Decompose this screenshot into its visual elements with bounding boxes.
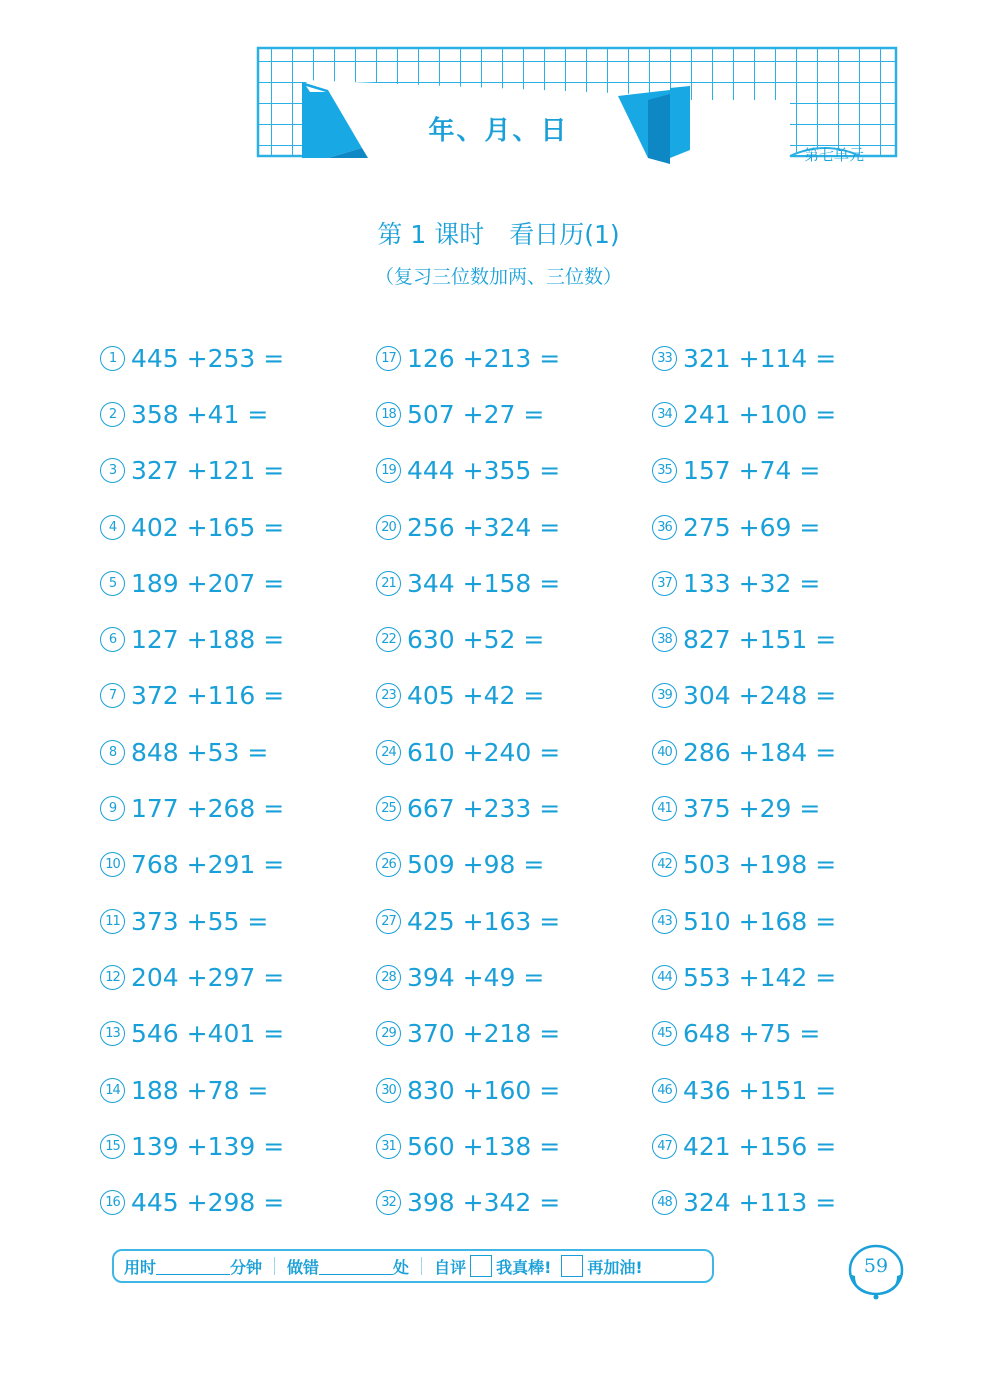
problem-item xyxy=(100,1006,376,1062)
problem-item xyxy=(652,724,928,780)
problem-expression: 398 +342 = xyxy=(407,1188,561,1218)
problem-number: 28 xyxy=(376,965,401,990)
problem-number: 14 xyxy=(100,1078,125,1103)
problem-item xyxy=(100,330,376,386)
problem-expression: 241 +100 = xyxy=(683,399,837,429)
problem-number: 3 xyxy=(100,458,125,483)
problem-item xyxy=(100,386,376,442)
problem-expression: 286 +184 = xyxy=(683,737,837,767)
problem-item xyxy=(652,330,928,386)
great-label: 我真棒! xyxy=(496,1257,552,1277)
problem-number: 21 xyxy=(376,571,401,596)
divider xyxy=(274,1257,275,1275)
problem-item xyxy=(652,443,928,499)
problem-expression: 648 +75 = xyxy=(683,1019,821,1049)
problem-number: 38 xyxy=(652,627,677,652)
keep-going-checkbox[interactable] xyxy=(561,1255,583,1277)
problem-number: 16 xyxy=(100,1190,125,1215)
problem-number: 12 xyxy=(100,965,125,990)
problem-number: 27 xyxy=(376,909,401,934)
problem-item xyxy=(652,611,928,667)
problem-item xyxy=(100,668,376,724)
problem-expression: 402 +165 = xyxy=(131,512,285,542)
problem-item xyxy=(652,668,928,724)
problem-expression: 189 +207 = xyxy=(131,568,285,598)
problem-expression: 256 +324 = xyxy=(407,512,561,542)
problem-item xyxy=(652,893,928,949)
problem-expression: 358 +41 = xyxy=(131,399,269,429)
problem-item xyxy=(376,949,652,1005)
problem-number: 48 xyxy=(652,1190,677,1215)
great-checkbox[interactable] xyxy=(470,1255,492,1277)
problem-expression: 204 +297 = xyxy=(131,962,285,992)
problem-item xyxy=(100,611,376,667)
unit-title: 年、月、日 xyxy=(428,116,569,146)
problem-number: 18 xyxy=(376,402,401,427)
problem-item xyxy=(376,555,652,611)
problem-expression: 445 +253 = xyxy=(131,343,285,373)
problem-item xyxy=(652,949,928,1005)
problem-number: 19 xyxy=(376,458,401,483)
problem-item xyxy=(100,443,376,499)
problem-number: 36 xyxy=(652,515,677,540)
page-number: 59 xyxy=(863,1255,889,1277)
problem-number: 45 xyxy=(652,1021,677,1046)
problem-expression: 425 +163 = xyxy=(407,906,561,936)
problem-number: 40 xyxy=(652,740,677,765)
problem-item xyxy=(652,837,928,893)
problem-number: 26 xyxy=(376,852,401,877)
problem-item xyxy=(376,499,652,555)
problem-item xyxy=(100,837,376,893)
problem-expression: 510 +168 = xyxy=(683,906,837,936)
problem-expression: 157 +74 = xyxy=(683,456,821,486)
problem-number: 9 xyxy=(100,796,125,821)
problem-item xyxy=(376,1118,652,1174)
errors-blank[interactable] xyxy=(319,1258,393,1275)
problem-number: 8 xyxy=(100,740,125,765)
self-assessment-bar xyxy=(112,1249,714,1283)
problem-expression: 139 +139 = xyxy=(131,1131,285,1161)
problem-expression: 177 +268 = xyxy=(131,794,285,824)
problem-expression: 503 +198 = xyxy=(683,850,837,880)
problem-expression: 630 +52 = xyxy=(407,625,545,655)
problem-number: 39 xyxy=(652,683,677,708)
problem-number: 30 xyxy=(376,1078,401,1103)
unit-label: 第七单元 xyxy=(804,146,865,164)
problem-expression: 127 +188 = xyxy=(131,625,285,655)
problem-expression: 546 +401 = xyxy=(131,1019,285,1049)
problem-expression: 667 +233 = xyxy=(407,794,561,824)
problem-item xyxy=(376,1174,652,1230)
problem-item xyxy=(376,724,652,780)
problem-number: 1 xyxy=(100,346,125,371)
problem-number: 4 xyxy=(100,515,125,540)
problem-number: 42 xyxy=(652,852,677,877)
problem-expression: 768 +291 = xyxy=(131,850,285,880)
problem-item xyxy=(652,1062,928,1118)
minutes-label: 分钟 xyxy=(230,1257,263,1277)
problem-item xyxy=(376,330,652,386)
problem-expression: 827 +151 = xyxy=(683,625,837,655)
problem-item xyxy=(100,780,376,836)
problem-item xyxy=(376,611,652,667)
problem-expression: 373 +55 = xyxy=(131,906,269,936)
time-label: 用时 xyxy=(124,1257,157,1277)
problem-item xyxy=(376,837,652,893)
problem-number: 2 xyxy=(100,402,125,427)
problem-number: 15 xyxy=(100,1134,125,1159)
problem-item xyxy=(652,780,928,836)
problem-expression: 394 +49 = xyxy=(407,962,545,992)
problem-number: 7 xyxy=(100,683,125,708)
problem-number: 11 xyxy=(100,909,125,934)
problem-number: 10 xyxy=(100,852,125,877)
places-label: 处 xyxy=(393,1257,410,1277)
problem-expression: 304 +248 = xyxy=(683,681,837,711)
problem-item xyxy=(376,386,652,442)
problem-item xyxy=(376,780,652,836)
problem-expression: 370 +218 = xyxy=(407,1019,561,1049)
problem-item xyxy=(652,1174,928,1230)
problem-expression: 445 +298 = xyxy=(131,1188,285,1218)
problem-item xyxy=(376,893,652,949)
problem-item xyxy=(100,893,376,949)
problem-number: 34 xyxy=(652,402,677,427)
problem-item xyxy=(100,949,376,1005)
problem-number: 47 xyxy=(652,1134,677,1159)
problem-expression: 444 +355 = xyxy=(407,456,561,486)
divider xyxy=(421,1257,422,1275)
time-blank[interactable] xyxy=(156,1258,230,1275)
problem-number: 24 xyxy=(376,740,401,765)
problem-expression: 560 +138 = xyxy=(407,1131,561,1161)
problem-item xyxy=(100,499,376,555)
problem-number: 25 xyxy=(376,796,401,821)
problem-number: 23 xyxy=(376,683,401,708)
problem-expression: 405 +42 = xyxy=(407,681,545,711)
problem-item xyxy=(376,668,652,724)
lesson-title: 第 1 课时 看日历(1) xyxy=(377,220,620,249)
problem-number: 41 xyxy=(652,796,677,821)
problem-number: 17 xyxy=(376,346,401,371)
problem-number: 31 xyxy=(376,1134,401,1159)
problem-item xyxy=(652,1118,928,1174)
problem-item xyxy=(376,1006,652,1062)
problem-item xyxy=(376,443,652,499)
problem-expression: 372 +116 = xyxy=(131,681,285,711)
problem-item xyxy=(376,1062,652,1118)
problem-number: 5 xyxy=(100,571,125,596)
problem-number: 33 xyxy=(652,346,677,371)
problem-expression: 344 +158 = xyxy=(407,568,561,598)
problem-item xyxy=(100,724,376,780)
problem-expression: 830 +160 = xyxy=(407,1075,561,1105)
problem-number: 32 xyxy=(376,1190,401,1215)
self-eval-label: 自评 xyxy=(434,1257,467,1277)
problem-item xyxy=(100,555,376,611)
problem-expression: 321 +114 = xyxy=(683,343,837,373)
problem-item xyxy=(100,1174,376,1230)
problem-number: 22 xyxy=(376,627,401,652)
keep-going-label: 再加油! xyxy=(587,1257,643,1277)
problem-number: 43 xyxy=(652,909,677,934)
problem-expression: 848 +53 = xyxy=(131,737,269,767)
problem-item xyxy=(100,1062,376,1118)
problem-number: 13 xyxy=(100,1021,125,1046)
problem-expression: 553 +142 = xyxy=(683,962,837,992)
problem-number: 6 xyxy=(100,627,125,652)
problem-expression: 507 +27 = xyxy=(407,399,545,429)
problem-expression: 509 +98 = xyxy=(407,850,545,880)
lesson-subtitle: （复习三位数加两、三位数） xyxy=(374,266,622,288)
errors-label: 做错 xyxy=(287,1257,320,1277)
problem-expression: 133 +32 = xyxy=(683,568,821,598)
problem-expression: 188 +78 = xyxy=(131,1075,269,1105)
problem-number: 20 xyxy=(376,515,401,540)
problem-grid xyxy=(100,330,928,1231)
problem-expression: 375 +29 = xyxy=(683,794,821,824)
problem-expression: 324 +113 = xyxy=(683,1188,837,1218)
problem-expression: 327 +121 = xyxy=(131,456,285,486)
problem-item xyxy=(652,386,928,442)
problem-number: 44 xyxy=(652,965,677,990)
problem-expression: 610 +240 = xyxy=(407,737,561,767)
problem-number: 29 xyxy=(376,1021,401,1046)
problem-number: 35 xyxy=(652,458,677,483)
problem-expression: 126 +213 = xyxy=(407,343,561,373)
problem-item xyxy=(100,1118,376,1174)
problem-expression: 275 +69 = xyxy=(683,512,821,542)
problem-number: 46 xyxy=(652,1078,677,1103)
problem-item xyxy=(652,555,928,611)
problem-item xyxy=(652,1006,928,1062)
problem-item xyxy=(652,499,928,555)
problem-number: 37 xyxy=(652,571,677,596)
problem-expression: 436 +151 = xyxy=(683,1075,837,1105)
problem-expression: 421 +156 = xyxy=(683,1131,837,1161)
